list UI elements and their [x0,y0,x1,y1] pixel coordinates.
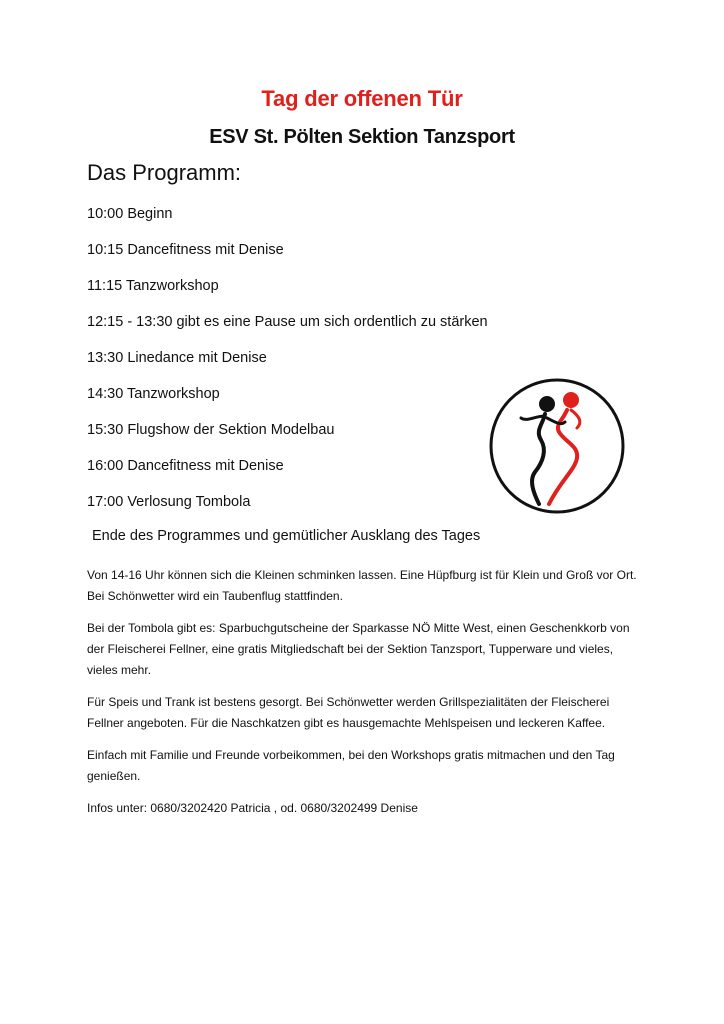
schedule-item: 12:15 - 13:30 gibt es eine Pause um sich ordentlich zu stärken [87,314,488,330]
program-heading: Das Programm: [87,160,242,185]
schedule-item: 14:30 Tanzworkshop [87,386,220,402]
paragraph-tombola: Bei der Tombola gibt es: Sparbuchgutscheine der Sparkasse NÖ Mitte West, einen Geschenkkorb von der Fleischerei Fellner, eine gratis Mitgliedschaft bei der Sektion Tanzsport, Tupperware und vieles, vieles mehr. [87,621,630,677]
paragraph-food: Für Speis und Trank ist bestens gesorgt. Bei Schönwetter werden Grillspezialitäten der Fleischerei Fellner angeboten. Für die Naschkatzen gibt es hausgemachte Mehlspeisen und leckeren Kaffee. [87,695,610,730]
schedule-item: 11:15 Tanzworkshop [87,278,219,294]
schedule-item: 17:00 Verlosung Tombola [87,494,251,510]
paragraph-contact: Infos unter: 0680/3202420 Patricia , od. 0680/3202499 Denise [87,801,418,815]
paragraph-invitation: Einfach mit Familie und Freunde vorbeikommen, bei den Workshops gratis mitmachen und den Tag genießen. [87,748,615,783]
schedule-item: 15:30 Flugshow der Sektion Modelbau [87,422,335,438]
schedule-list [87,204,488,528]
dance-couple-logo-icon [487,376,627,516]
schedule-item: 16:00 Dancefitness mit Denise [87,458,284,474]
closing-line: Ende des Programmes und gemütlicher Ausklang des Tages [92,528,481,544]
schedule-item: 10:00 Beginn [87,206,173,222]
page-subtitle: ESV St. Pölten Sektion Tanzsport [209,126,515,148]
schedule-item: 13:30 Linedance mit Denise [87,350,267,366]
paragraph-kids: Von 14-16 Uhr können sich die Kleinen schminken lassen. Eine Hüpfburg ist für Klein und Groß vor Ort. Bei Schönwetter wird ein Taubenflug stattfinden. [87,568,637,603]
page-title: Tag der offenen Tür [261,86,463,111]
schedule-item: 10:15 Dancefitness mit Denise [87,242,284,258]
info-paragraphs [87,565,647,830]
